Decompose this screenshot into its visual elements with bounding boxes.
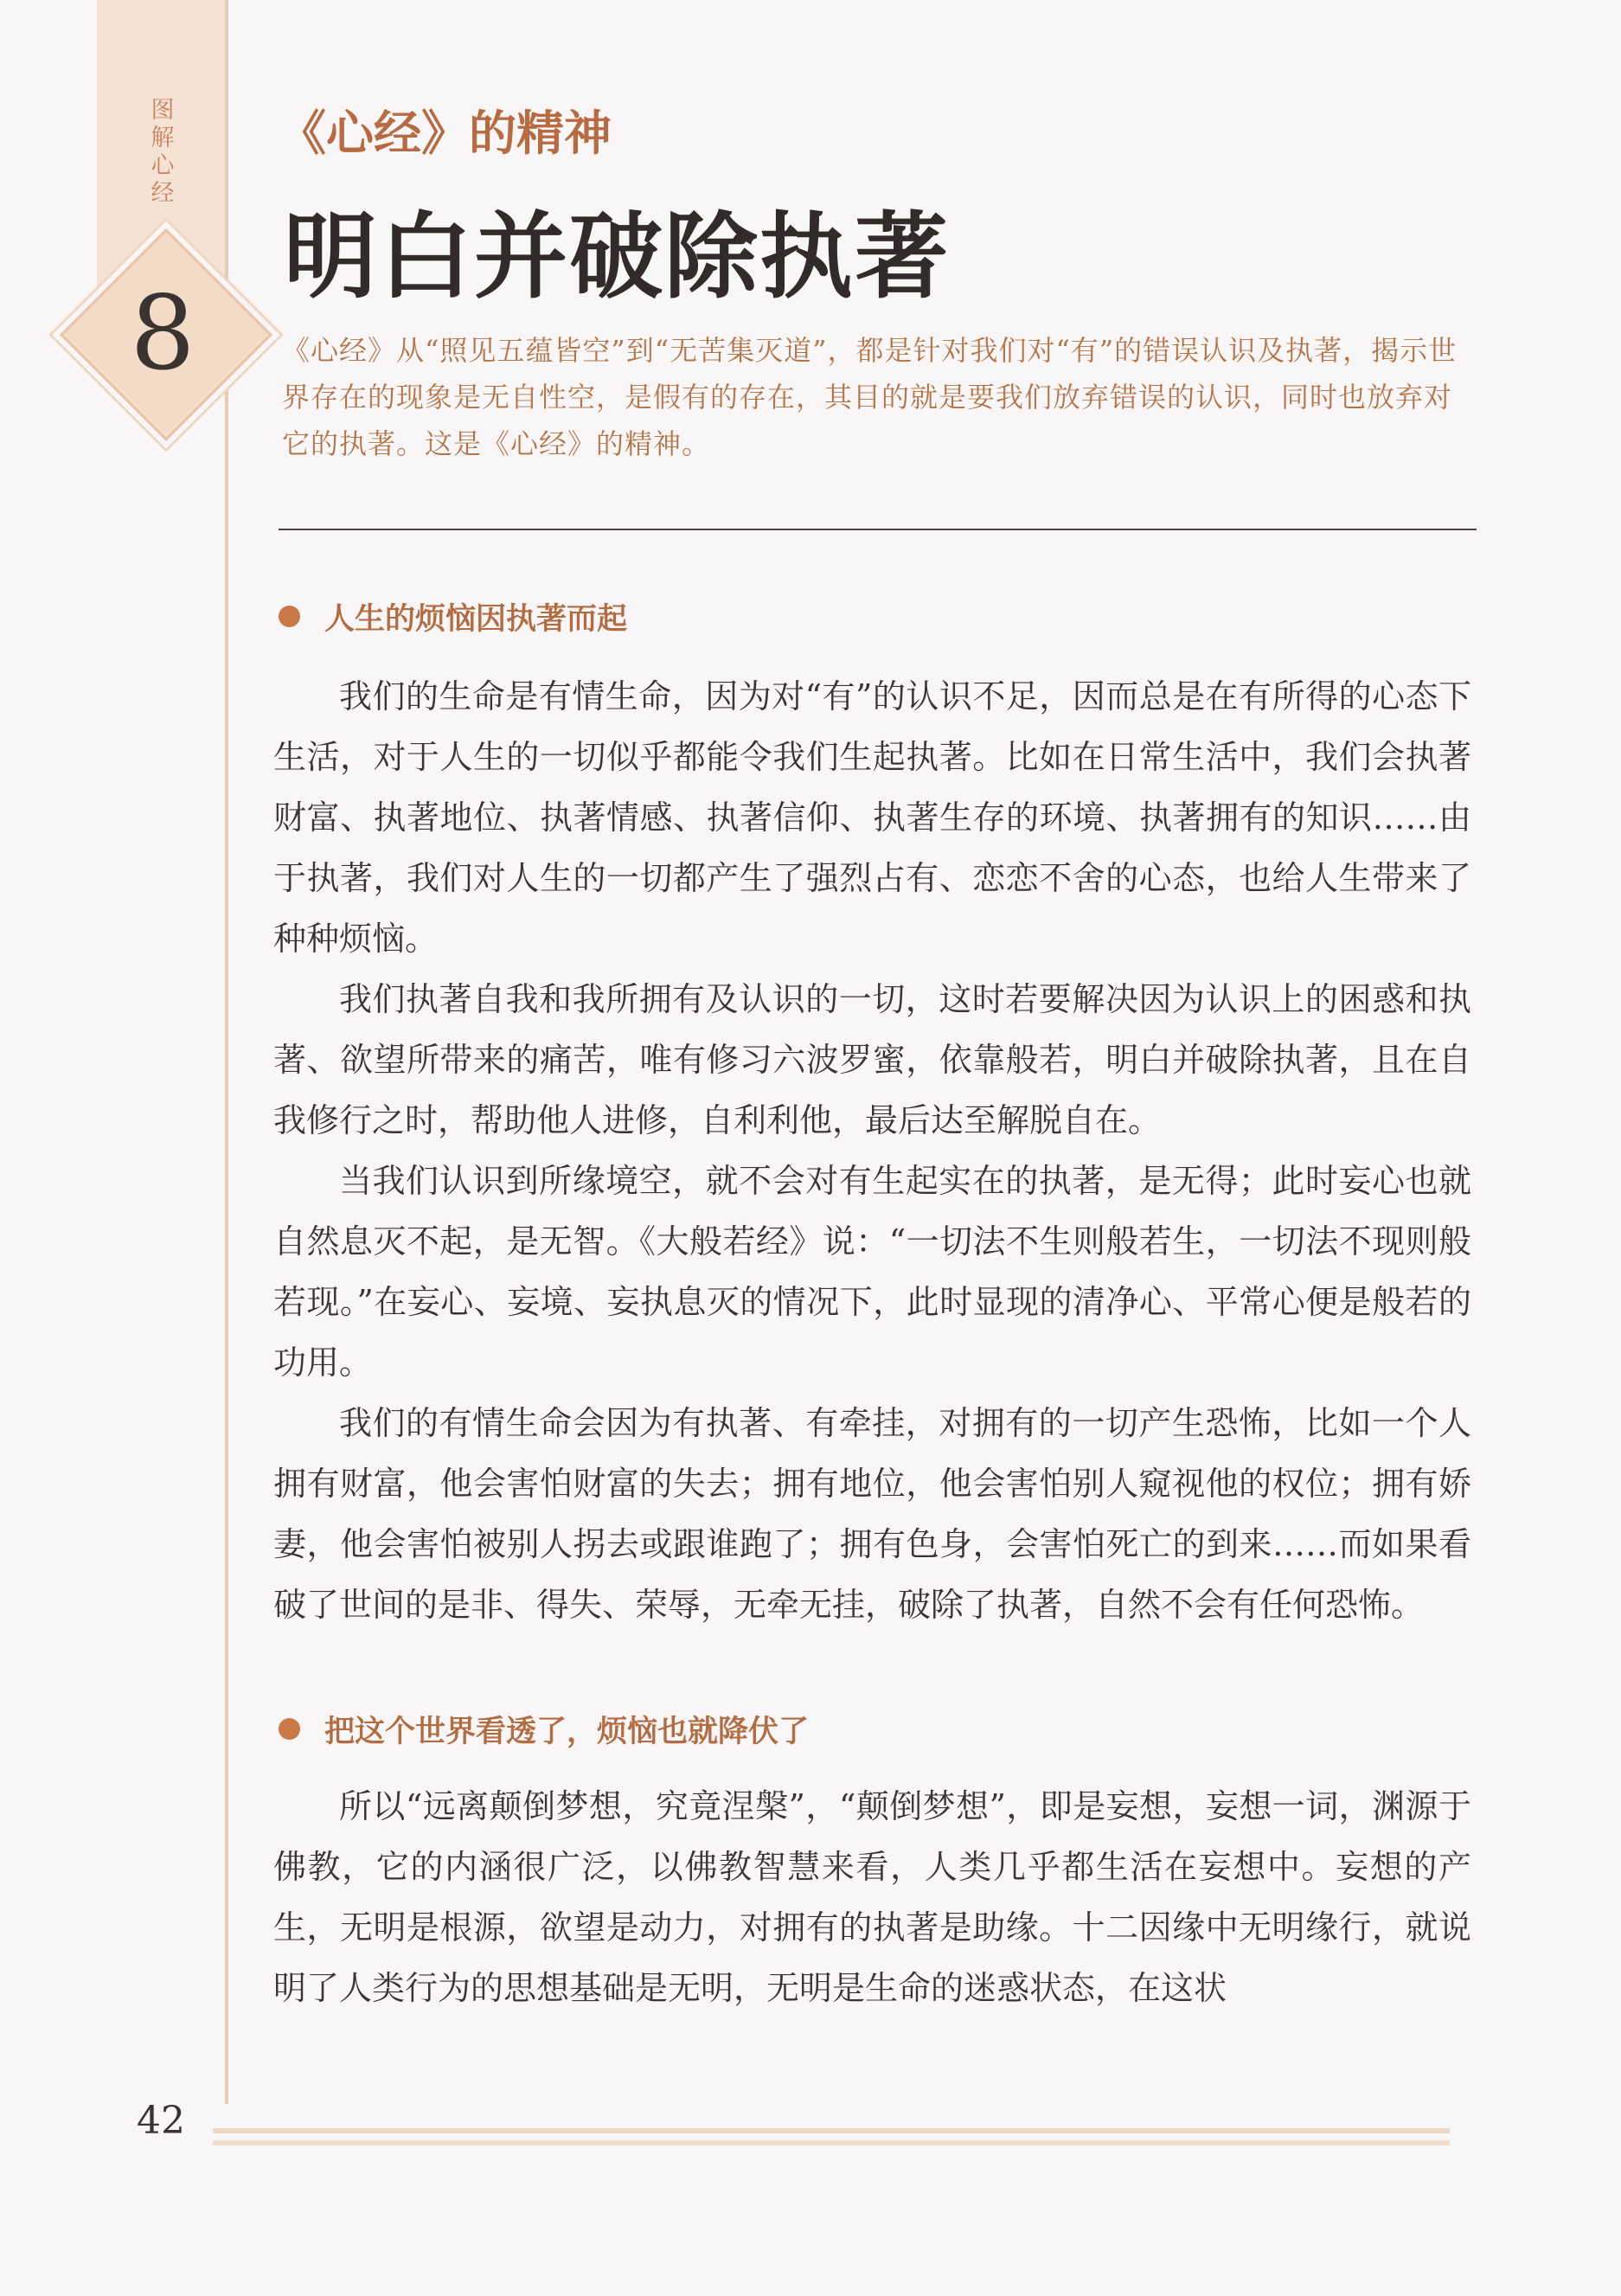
- series-label: 图 解 心 经: [151, 97, 175, 207]
- chapter-number: 8: [130, 273, 195, 393]
- intro-summary: 《心经》从“照见五蕴皆空”到“无苦集灭道”，都是针对我们对“有”的错误认识及执著，揭示世界存在的现象是无自性空，是假有的存在，其目的就是要我们放弃错误的认识，同时也放弃对它的执著。这是《心经》的精神。: [282, 334, 1458, 460]
- section-1-body: [273, 666, 1471, 1635]
- bullet-dot-icon: [279, 1718, 300, 1740]
- page-title: 明白并破除执著: [284, 202, 951, 311]
- footer-rule: [213, 2128, 1450, 2133]
- divider-rule: [279, 529, 1477, 530]
- section-heading-text: 人生的烦恼因执著而起: [324, 602, 628, 637]
- section-heading-text: 把这个世界看透了，烦恼也就降伏了: [324, 1715, 810, 1749]
- section-heading-1: [279, 600, 1472, 638]
- section-kicker: 《心经》的精神: [279, 105, 612, 161]
- section-2-body: [273, 1776, 1471, 2018]
- paragraph: 我们执著自我和我所拥有及认识的一切，这时若要解决因为认识上的困惑和执著、欲望所带来的痛苦，唯有修习六波罗蜜，依靠般若，明白并破除执著，且在自我修行之时，帮助他人进修，自利利他，最后达至解脱自在。: [273, 980, 1471, 1139]
- paragraph: 所以“远离颠倒梦想，究竟涅槃”，“颠倒梦想”，即是妄想，妄想一词，渊源于佛教，它的内涵很广泛，以佛教智慧来看，人类几乎都生活在妄想中。妄想的产生，无明是根源，欲望是动力，对拥有的执著是助缘。十二因缘中无明缘行，就说明了人类行为的思想基础是无明，无明是生命的迷惑状态，在这状: [273, 1787, 1471, 2007]
- paragraph: 我们的生命是有情生命，因为对“有”的认识不足，因而总是在有所得的心态下生活，对于人生的一切似乎都能令我们生起执著。比如在日常生活中，我们会执著财富、执著地位、执著情感、执著信仰、执著生存的环境、执著拥有的知识……由于执著，我们对人生的一切都产生了强烈占有、恋恋不舍的心态，也给人生带来了种种烦恼。: [273, 677, 1471, 958]
- paragraph: 当我们认识到所缘境空，就不会对有生起实在的执著，是无得；此时妄心也就自然息灭不起，是无智。《大般若经》说：“一切法不生则般若生，一切法不现则般若现。”在妄心、妄境、妄执息灭的情况下，此时显现的清净心、平常心便是般若的功用。: [273, 1162, 1471, 1382]
- footer-rule: [213, 2140, 1450, 2145]
- bullet-dot-icon: [279, 606, 300, 627]
- section-heading-2: [279, 1713, 1472, 1751]
- paragraph: 我们的有情生命会因为有执著、有牵挂，对拥有的一切产生恐怖，比如一个人拥有财富，他会害怕财富的失去；拥有地位，他会害怕别人窥视他的权位；拥有娇妻，他会害怕被别人拐去或跟谁跑了；拥有色身，会害怕死亡的到来……而如果看破了世间的是非、得失、荣辱，无牵无挂，破除了执著，自然不会有任何恐怖。: [273, 1404, 1471, 1624]
- page-number: 42: [137, 2099, 185, 2143]
